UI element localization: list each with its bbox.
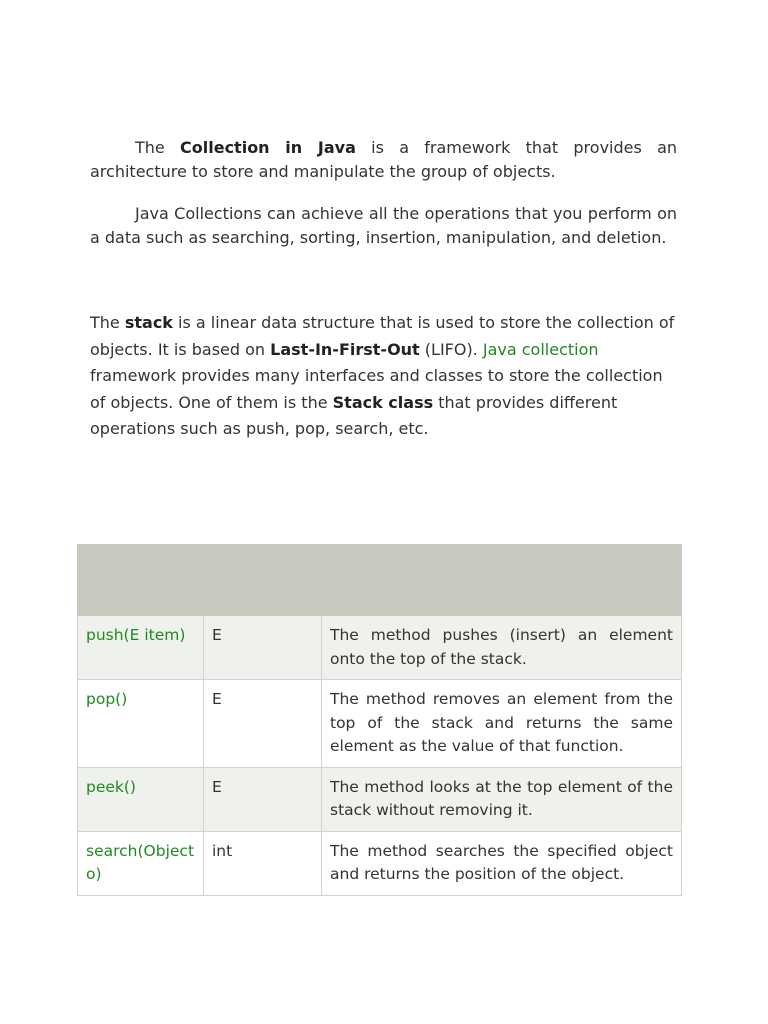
method-name[interactable]: pop()	[78, 680, 204, 768]
table-row	[78, 616, 682, 680]
method-name[interactable]: peek()	[78, 767, 204, 831]
java-collection-link[interactable]: Java collection	[482, 339, 599, 359]
p3-bold-stack: stack	[124, 313, 173, 332]
header-cell-description	[322, 545, 682, 616]
return-type: E	[204, 616, 322, 680]
stack-paragraph	[90, 310, 680, 443]
p3-bold-stack-class: Stack class	[332, 392, 434, 412]
operations-paragraph	[90, 202, 677, 249]
p1-text-post: is a framework that provides an architecture to store and manipulate the group of objects.	[90, 138, 678, 181]
method-description: The method pushes (insert) an element onto the top of the stack.	[322, 616, 682, 680]
p3-bold-lifo: Last-In-First-Out	[270, 339, 420, 359]
p1-text-pre: The	[135, 138, 181, 157]
p3-text-4: framework provides many interfaces and classes to store the collection of objects. One of them is the	[90, 366, 663, 412]
p2-text: Java Collections can achieve all the operations that you perform on a data such as searching, sorting, insertion, manipulation, and deletion.	[90, 204, 677, 247]
p3-text-2: is a linear data structure that is used to store the collection of objects. It is based on	[90, 313, 675, 359]
return-type: int	[204, 831, 322, 895]
table-row	[78, 831, 682, 895]
method-description: The method searches the specified object and returns the position of the object.	[322, 831, 682, 895]
p3-text-5: that provides different operations such as push, pop, search, etc.	[90, 392, 618, 438]
method-description: The method removes an element from the top of the stack and returns the same element as the value of that function.	[322, 680, 682, 768]
intro-paragraph	[90, 136, 677, 183]
method-name[interactable]: push(E item)	[78, 616, 204, 680]
header-cell-method	[78, 545, 204, 616]
return-type: E	[204, 680, 322, 768]
table-header-row	[78, 545, 682, 616]
p3-text-3: (LIFO).	[419, 339, 483, 359]
return-type: E	[204, 767, 322, 831]
p1-bold-term: Collection in Java	[180, 138, 356, 157]
method-description: The method looks at the top element of the stack without removing it.	[322, 767, 682, 831]
table-row	[78, 680, 682, 768]
method-name[interactable]: search(Object o)	[78, 831, 204, 895]
header-cell-return	[204, 545, 322, 616]
table-header	[78, 545, 682, 616]
table-row	[78, 767, 682, 831]
stack-methods-table	[77, 544, 682, 896]
p3-text-1: The	[90, 313, 125, 332]
